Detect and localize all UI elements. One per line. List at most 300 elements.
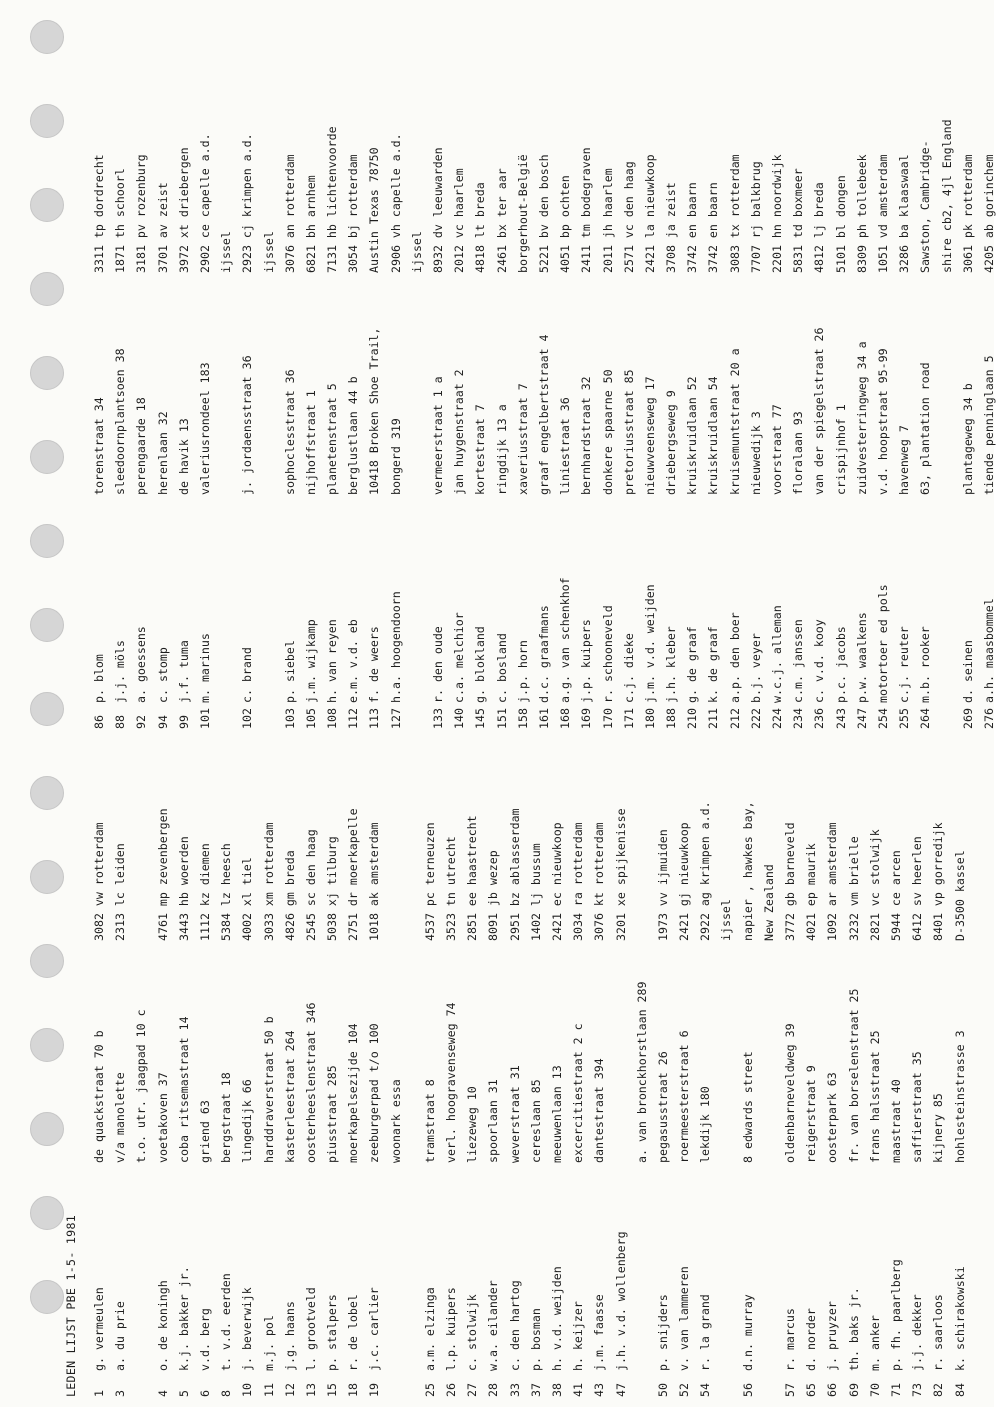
member-city: 3232 vm brielle xyxy=(846,836,861,941)
member-number: 269 xyxy=(960,708,975,729)
member-name: j.p. kuipers xyxy=(579,619,594,703)
member-city: 2902 ce capelle a.d. xyxy=(197,133,212,273)
list-item xyxy=(367,801,388,1397)
member-name: d.n. murray xyxy=(740,1294,755,1371)
member-name: j.g. haans xyxy=(282,1301,297,1371)
member-name: p. snijders xyxy=(655,1294,670,1371)
member-address: nijhoffstraat 1 xyxy=(303,390,318,495)
list-item xyxy=(529,801,550,1397)
member-name: p. blom xyxy=(92,654,106,703)
list-item xyxy=(614,801,635,1397)
member-city: 3286 ba klaaswaal xyxy=(897,154,912,273)
list-item xyxy=(855,119,876,729)
list-item xyxy=(465,801,486,1397)
member-name: j.h. v.d. wollenberg xyxy=(613,1231,628,1371)
member-city: 8401 vp gorredijk xyxy=(931,822,946,941)
member-number: 86 xyxy=(92,715,106,729)
member-number: 211 xyxy=(706,708,721,729)
member-name: r. den oude xyxy=(431,626,445,703)
list-item xyxy=(953,801,974,1397)
member-address: vermeerstraat 1 a xyxy=(431,376,445,495)
member-address: oosterpark 63 xyxy=(825,1072,840,1163)
member-name: j. pruyzer xyxy=(825,1301,840,1371)
member-name: a.h. maasbommel xyxy=(981,598,996,703)
member-name: g. blokland xyxy=(473,626,488,703)
member-name: j.j. möls xyxy=(113,640,128,703)
member-city: 3708 ja zeist xyxy=(664,182,679,273)
member-city: 3181 pv rozenburg xyxy=(134,154,149,273)
member-city: 5831 td boxmeer xyxy=(791,168,806,273)
member-number: 8 xyxy=(219,1390,234,1397)
member-city: Sawston, Cambridge- xyxy=(918,140,933,273)
member-address: plantageweg 34 b xyxy=(960,383,975,495)
member-number: 13 xyxy=(303,1383,318,1397)
member-number: 26 xyxy=(444,1383,458,1397)
member-name: d.c. graafmans xyxy=(536,605,551,703)
member-address: bergstraat 18 xyxy=(219,1072,234,1163)
member-address: voorstraat 77 xyxy=(770,404,784,495)
member-name: a.m. elzinga xyxy=(422,1287,437,1371)
binder-hole xyxy=(30,188,64,222)
member-number: 264 xyxy=(918,708,933,729)
member-city: 3311 tp dordrecht xyxy=(92,154,106,273)
member-number: 92 xyxy=(134,715,149,729)
member-address: kijnery 85 xyxy=(931,1093,946,1163)
member-address: griend 63 xyxy=(197,1100,212,1163)
member-city: 3083 tx rotterdam xyxy=(727,154,742,273)
member-city: shire cb2, 4jl England xyxy=(939,119,954,273)
member-number: 113 xyxy=(367,708,382,729)
member-number: 151 xyxy=(494,708,509,729)
member-city: 8091 jb wezep xyxy=(486,850,501,941)
list-item xyxy=(622,119,643,729)
list-item xyxy=(834,119,855,729)
member-number: 170 xyxy=(600,708,615,729)
member-address: bongerd 319 xyxy=(388,418,403,495)
member-city: 7707 rj balkbrug xyxy=(748,161,763,273)
member-city: 2545 sc den haag xyxy=(303,829,318,941)
member-city: 2012 vc haarlem xyxy=(452,168,467,273)
member-address: zeeburgerpad t/o 100 xyxy=(367,1023,382,1163)
member-address: crispijnhof 1 xyxy=(833,404,848,495)
list-item xyxy=(219,119,240,729)
member-address: jan huygenstraat 2 xyxy=(452,369,467,495)
member-number: 127 xyxy=(388,708,403,729)
list-item xyxy=(579,119,600,729)
list-item xyxy=(325,801,346,1397)
member-city: 3082 vw rotterdam xyxy=(92,822,106,941)
member-city: 3034 ra rotterdam xyxy=(571,822,586,941)
member-address: lekdijk 180 xyxy=(698,1086,713,1163)
member-address: kruiskruidlaan 54 xyxy=(706,376,721,495)
member-number: 28 xyxy=(486,1383,501,1397)
member-name: j.m. v.d. weijden xyxy=(642,584,657,703)
member-address: kruiskruidlaan 52 xyxy=(685,376,700,495)
member-name: c. v.d. kooy xyxy=(812,619,827,703)
member-city: 4002 xl tiel xyxy=(240,857,255,941)
member-city: 1092 ar amsterdam xyxy=(825,822,840,941)
member-number: 3 xyxy=(113,1390,128,1397)
list-item xyxy=(635,801,656,1397)
binder-hole xyxy=(30,524,64,558)
member-number: 88 xyxy=(113,715,128,729)
member-address: spoorlaan 31 xyxy=(486,1079,501,1163)
binder-holes xyxy=(26,20,66,1400)
member-address: sleedoornplantsoen 38 xyxy=(113,348,128,495)
member-name: m. marinus xyxy=(197,633,212,703)
member-address: maastraat 40 xyxy=(888,1079,903,1163)
member-name: h.a. hoogendoorn xyxy=(388,591,403,703)
member-name: r. schooneveld xyxy=(600,605,615,703)
list-item xyxy=(592,801,613,1397)
member-name: m.j. pol xyxy=(261,1315,276,1371)
member-address: donkere spaarne 50 xyxy=(600,369,615,495)
member-number: 243 xyxy=(833,708,848,729)
member-name: j.j. dekker xyxy=(910,1294,925,1371)
list-item xyxy=(92,801,113,1397)
member-name: l. grootveld xyxy=(303,1287,318,1371)
binder-hole xyxy=(30,1280,64,1314)
member-city: 5101 bl dongen xyxy=(833,175,848,273)
member-name: c. bosland xyxy=(494,633,509,703)
binder-hole xyxy=(30,1112,64,1146)
member-address: liniestraat 36 xyxy=(558,397,573,495)
list-item xyxy=(516,119,537,729)
list-item xyxy=(134,119,155,729)
member-address: cereslaan 85 xyxy=(528,1079,543,1163)
member-city: New Zealand xyxy=(761,864,776,941)
member-address: kruisemuntstraat 20 a xyxy=(727,348,742,495)
member-number: 38 xyxy=(549,1383,564,1397)
member-name: v.d. berg xyxy=(197,1308,212,1371)
list-item xyxy=(677,801,698,1397)
list-item xyxy=(961,119,982,729)
list-item xyxy=(643,119,664,729)
list-item xyxy=(825,801,846,1397)
member-number: 105 xyxy=(303,708,318,729)
list-item xyxy=(389,801,410,1397)
list-item xyxy=(728,119,749,729)
list-item xyxy=(444,801,465,1397)
member-address: de quackstraat 70 b xyxy=(92,1030,106,1163)
list-item xyxy=(910,801,931,1397)
member-city: 3772 gb barneveld xyxy=(783,822,797,941)
member-city: 4537 pc terneuzen xyxy=(422,822,437,941)
member-address: perengaarde 18 xyxy=(134,397,149,495)
member-city: D-3500 kassel xyxy=(952,850,967,941)
member-name: j.f. tuma xyxy=(176,640,191,703)
binder-hole xyxy=(30,104,64,138)
list-item xyxy=(741,801,762,1397)
member-number: 180 xyxy=(642,708,657,729)
member-number: 112 xyxy=(346,708,361,729)
member-number: 57 xyxy=(783,1383,797,1397)
list-item xyxy=(931,801,952,1397)
member-address: floralaan 93 xyxy=(791,411,806,495)
page-title: LEDEN LIJST PBE 1-5- 1981 xyxy=(64,1214,78,1397)
member-city: 2421 la nieuwkoop xyxy=(642,154,657,273)
member-address: 63, plantation road xyxy=(918,362,933,495)
member-city: 4761 mp zevenbergen xyxy=(155,808,170,941)
list-item xyxy=(940,119,961,729)
member-address: pretoriusstraat 85 xyxy=(621,369,636,495)
list-item xyxy=(346,119,367,729)
member-city: 5221 bv den bosch xyxy=(536,154,551,273)
member-city: 2201 hn noordwijk xyxy=(770,154,784,273)
member-number: 161 xyxy=(536,708,551,729)
member-city: 3033 xm rotterdam xyxy=(261,822,276,941)
member-number: 222 xyxy=(748,708,763,729)
binder-hole xyxy=(30,1196,64,1230)
member-name: th. baks jr. xyxy=(846,1287,861,1371)
member-city: 3701 av zeist xyxy=(155,182,170,273)
member-address: t.o. utr. jaagpad 10 c xyxy=(134,1009,149,1163)
member-name: a.p. den boer xyxy=(727,612,742,703)
member-number: 168 xyxy=(558,708,573,729)
member-city: 3742 en baarn xyxy=(685,182,700,273)
list-item xyxy=(240,119,261,729)
member-number: 43 xyxy=(592,1383,607,1397)
binder-hole xyxy=(30,272,64,306)
member-number: 210 xyxy=(685,708,700,729)
member-number: 254 xyxy=(875,708,890,729)
member-name: m.b. rooker xyxy=(918,626,933,703)
member-name: k. de graaf xyxy=(706,626,721,703)
member-address: liezeweg 10 xyxy=(465,1086,480,1163)
member-address: tiende penninglaan 5 xyxy=(981,355,996,495)
list-item xyxy=(897,119,918,729)
member-number: 66 xyxy=(825,1383,840,1397)
list-item xyxy=(177,119,198,729)
member-city: ijssel xyxy=(409,231,424,273)
member-number: 102 xyxy=(240,708,255,729)
member-number: 56 xyxy=(740,1383,755,1397)
list-item xyxy=(262,801,283,1397)
list-item xyxy=(719,801,740,1397)
member-number: 108 xyxy=(325,708,340,729)
member-name: h. keijzer xyxy=(571,1301,586,1371)
member-number: 47 xyxy=(613,1383,628,1397)
member-address: j. jordaensstraat 36 xyxy=(240,355,255,495)
list-item xyxy=(495,119,516,729)
list-item xyxy=(791,119,812,729)
member-address: saffierstraat 35 xyxy=(910,1051,925,1163)
member-name: c.j. reuter xyxy=(897,626,912,703)
member-name: g. de graaf xyxy=(685,626,700,703)
member-number: 41 xyxy=(571,1383,586,1397)
member-number: 140 xyxy=(452,708,467,729)
list-item xyxy=(156,801,177,1397)
list-item xyxy=(804,801,825,1397)
member-name: j.m. faasse xyxy=(592,1294,607,1371)
member-number: 37 xyxy=(528,1383,543,1397)
member-address: de havik 13 xyxy=(176,418,191,495)
list-item xyxy=(601,119,622,729)
member-city: 2923 cj krimpen a.d. xyxy=(240,133,255,273)
member-number: 101 xyxy=(197,708,212,729)
member-city: 1871 th schoorl xyxy=(113,168,128,273)
member-name: r. marcus xyxy=(783,1308,797,1371)
member-number: 73 xyxy=(910,1383,925,1397)
list-item xyxy=(537,119,558,729)
member-number: 4 xyxy=(155,1390,170,1397)
member-city: 6821 bh arnhem xyxy=(303,175,318,273)
member-address: xaveriusstraat 7 xyxy=(515,383,530,495)
member-address: berglustlaan 44 b xyxy=(346,376,361,495)
list-item xyxy=(92,119,113,729)
list-item xyxy=(486,801,507,1397)
list-item xyxy=(431,119,452,729)
member-address: ringdijk 13 a xyxy=(494,404,509,495)
list-item xyxy=(473,119,494,729)
member-city: borgerhout-België xyxy=(515,154,530,273)
member-name: m. anker xyxy=(867,1315,882,1371)
member-address: van der spiegelstraat 26 xyxy=(812,327,827,495)
binder-hole xyxy=(30,608,64,642)
member-city: 3523 tn utrecht xyxy=(444,836,458,941)
list-item xyxy=(219,801,240,1397)
list-item xyxy=(113,119,134,729)
member-address: nieuwveenseweg 17 xyxy=(642,376,657,495)
list-item xyxy=(749,119,770,729)
member-number: 255 xyxy=(897,708,912,729)
member-address: tramstraat 8 xyxy=(422,1079,437,1163)
list-item xyxy=(304,119,325,729)
member-number: 1 xyxy=(92,1390,106,1397)
member-name: d. seinen xyxy=(960,640,975,703)
member-number: 15 xyxy=(325,1383,340,1397)
member-city: 3076 an rotterdam xyxy=(282,154,297,273)
member-number: 99 xyxy=(176,715,191,729)
member-name: a. du prie xyxy=(113,1301,128,1371)
member-name: p. siebel xyxy=(282,640,297,703)
member-address: kasterleestraat 264 xyxy=(282,1030,297,1163)
member-city: 3443 hb woerden xyxy=(176,836,191,941)
list-item xyxy=(656,801,677,1397)
binder-hole xyxy=(30,20,64,54)
member-city: 3054 bj rotterdam xyxy=(346,154,361,273)
member-name: h. v.d. weijden xyxy=(549,1266,564,1371)
member-number: 70 xyxy=(867,1383,882,1397)
member-list-sheet xyxy=(62,62,996,1407)
member-city: 1018 ak amsterdam xyxy=(367,822,382,941)
list-item xyxy=(812,119,833,729)
list-item xyxy=(685,119,706,729)
member-name: p. bosman xyxy=(528,1308,543,1371)
member-city: 4051 bp ochten xyxy=(558,175,573,273)
member-city: 5944 ce arcen xyxy=(888,850,903,941)
member-address: kortestraat 7 xyxy=(473,404,488,495)
member-number: 11 xyxy=(261,1383,276,1397)
member-city: 2922 ag krimpen a.d. xyxy=(698,801,713,941)
list-item xyxy=(198,801,219,1397)
list-item xyxy=(325,119,346,729)
member-city: 4826 gm breda xyxy=(282,850,297,941)
member-number: 171 xyxy=(621,708,636,729)
member-address: woonark essa xyxy=(388,1079,403,1163)
list-item xyxy=(706,119,727,729)
member-address: zuidvesterringweg 34 a xyxy=(854,341,869,495)
member-name: v. van lammeren xyxy=(677,1266,692,1371)
member-city: 5384 lz heesch xyxy=(219,843,234,941)
member-address: harddraverstraat 50 b xyxy=(261,1016,276,1163)
member-number: 27 xyxy=(465,1383,480,1397)
member-name: f. de weers xyxy=(367,626,382,703)
member-name: motortoer ed pols xyxy=(875,584,890,703)
member-name: t. v.d. eerden xyxy=(219,1273,234,1371)
member-name: p. stalpers xyxy=(325,1294,340,1371)
member-number: 52 xyxy=(677,1383,692,1397)
member-number: 103 xyxy=(282,708,297,729)
member-address: 10418 Broken Shoe Trail, xyxy=(367,327,382,495)
member-city: 8932 dv leeuwarden xyxy=(431,147,445,273)
member-address: fr. van borselenstraat 25 xyxy=(846,988,861,1163)
member-name: j. beverwijk xyxy=(240,1287,255,1371)
member-name: r. la grand xyxy=(698,1294,713,1371)
member-city: 6412 sv heerlen xyxy=(910,836,925,941)
list-item xyxy=(889,801,910,1397)
member-name: k. schirakowski xyxy=(952,1266,967,1371)
member-number: 18 xyxy=(346,1383,361,1397)
member-address: a. van bronckhorstlaan 289 xyxy=(634,981,649,1163)
member-name: w.a. eilander xyxy=(486,1280,501,1371)
member-city: 7131 hb lichtenvoorde xyxy=(325,126,340,273)
member-address: roermeesterstraat 6 xyxy=(677,1030,692,1163)
member-name: g. vermeulen xyxy=(92,1287,106,1371)
member-address: frans halsstraat 25 xyxy=(867,1030,882,1163)
binder-hole xyxy=(30,692,64,726)
member-address: meeuwenlaan 13 xyxy=(549,1065,564,1163)
member-name: e.m. v.d. eb xyxy=(346,619,361,703)
member-address: coba ritsemastraat 14 xyxy=(176,1016,191,1163)
member-name: w.c.j. alleman xyxy=(770,605,784,703)
member-city: 3201 xe spijkenisse xyxy=(613,808,628,941)
member-number: 133 xyxy=(431,708,445,729)
list-item xyxy=(156,119,177,729)
member-number: 94 xyxy=(155,715,170,729)
member-city: 1112 kz diemen xyxy=(197,843,212,941)
member-address: torenstraat 34 xyxy=(92,397,106,495)
member-number: 5 xyxy=(176,1390,191,1397)
list-item xyxy=(177,801,198,1397)
binder-hole xyxy=(30,1028,64,1062)
member-number: 69 xyxy=(846,1383,861,1397)
member-city: Austin Texas 78750 xyxy=(367,147,382,273)
list-item xyxy=(770,119,791,729)
member-city: 4818 lt breda xyxy=(473,182,488,273)
member-city: 1402 lj bussum xyxy=(528,843,543,941)
member-address: planetenstraat 5 xyxy=(325,383,340,495)
member-number: 212 xyxy=(727,708,742,729)
member-city: 2313 lc leiden xyxy=(113,843,128,941)
member-address: hohlesteinstrasse 3 xyxy=(952,1030,967,1163)
list-item xyxy=(240,801,261,1397)
binder-hole xyxy=(30,944,64,978)
member-name: c. stolwijk xyxy=(465,1294,480,1371)
member-city: 2421 ec nieuwkoop xyxy=(549,822,564,941)
member-city: 3076 kt rotterdam xyxy=(592,822,607,941)
list-item xyxy=(283,119,304,729)
member-address: dantestraat 394 xyxy=(592,1058,607,1163)
member-city: 2011 jh haarlem xyxy=(600,168,615,273)
member-name: k.j. bakker jr. xyxy=(176,1266,191,1371)
member-address: verl. hoogravenseweg 74 xyxy=(444,1002,458,1163)
member-number: 82 xyxy=(931,1383,946,1397)
binder-hole xyxy=(30,356,64,390)
member-name: a. goessens xyxy=(134,626,149,703)
member-number: 234 xyxy=(791,708,806,729)
member-city: 4812 lj breda xyxy=(812,182,827,273)
